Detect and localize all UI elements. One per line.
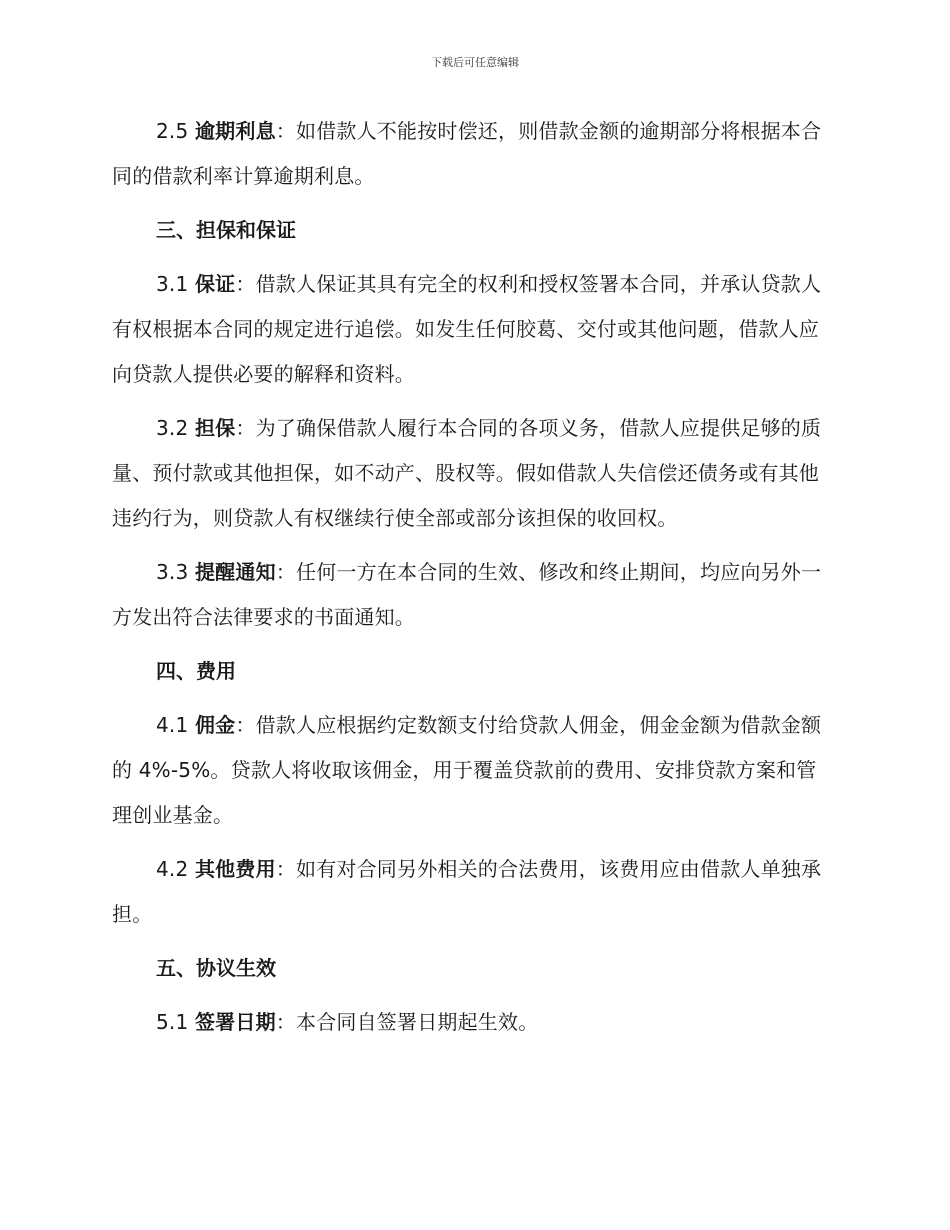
clause-text: ：为了确保借款人履行本合同的各项义务，借款人应提供足够的质量、预付款或其他担保，如不动产、股权等。假如借款人失信偿还债务或有其他违约行为，则贷款人有权继续行使全部或部分该担保的收回权。 bbox=[112, 416, 822, 530]
section-heading-3: 三、担保和保证 bbox=[156, 218, 296, 242]
clause-term: 担保 bbox=[194, 416, 236, 440]
document-body bbox=[112, 109, 834, 1054]
section-heading-4: 四、费用 bbox=[156, 659, 236, 683]
clause-3-2 bbox=[112, 406, 834, 541]
clause-number: 4.2 bbox=[156, 857, 189, 881]
section-heading-5: 五、协议生效 bbox=[156, 956, 276, 980]
clause-text: ：任何一方在本合同的生效、修改和终止期间，均应向另外一方发出符合法律要求的书面通知。 bbox=[112, 560, 822, 629]
clause-term: 签署日期 bbox=[194, 1010, 276, 1034]
clause-text: ：借款人保证其具有完全的权利和授权签署本合同，并承认贷款人有权根据本合同的规定进行追偿。如发生任何胶葛、交付或其他问题，借款人应向贷款人提供必要的解释和资料。 bbox=[112, 272, 822, 386]
clause-3-3 bbox=[112, 550, 834, 640]
clause-term: 其他费用 bbox=[194, 857, 276, 881]
clause-term: 佣金 bbox=[194, 713, 236, 737]
clause-term: 逾期利息 bbox=[194, 119, 276, 143]
clause-term: 保证 bbox=[194, 272, 236, 296]
clause-3-1 bbox=[112, 262, 834, 397]
clause-5-1 bbox=[112, 1000, 834, 1045]
clause-text: ：借款人应根据约定数额支付给贷款人佣金，佣金金额为借款金额的 4%-5%。贷款人将收取该佣金，用于覆盖贷款前的费用、安排贷款方案和管理创业基金。 bbox=[112, 713, 822, 827]
page-header: 下载后可任意编辑 bbox=[431, 56, 519, 69]
clause-number: 4.1 bbox=[156, 713, 189, 737]
clause-term: 提醒通知 bbox=[194, 560, 276, 584]
clause-4-1 bbox=[112, 703, 834, 838]
clause-text: ：如借款人不能按时偿还，则借款金额的逾期部分将根据本合同的借款利率计算逾期利息。 bbox=[112, 119, 822, 188]
clause-number: 3.3 bbox=[156, 560, 189, 584]
clause-number: 5.1 bbox=[156, 1010, 189, 1034]
clause-2-5 bbox=[112, 109, 834, 199]
clause-number: 2.5 bbox=[156, 119, 189, 143]
clause-4-2 bbox=[112, 847, 834, 937]
clause-text: ：如有对合同另外相关的合法费用，该费用应由借款人单独承担。 bbox=[112, 857, 822, 926]
clause-number: 3.1 bbox=[156, 272, 189, 296]
clause-number: 3.2 bbox=[156, 416, 189, 440]
clause-text: ：本合同自签署日期起生效。 bbox=[275, 1010, 539, 1034]
